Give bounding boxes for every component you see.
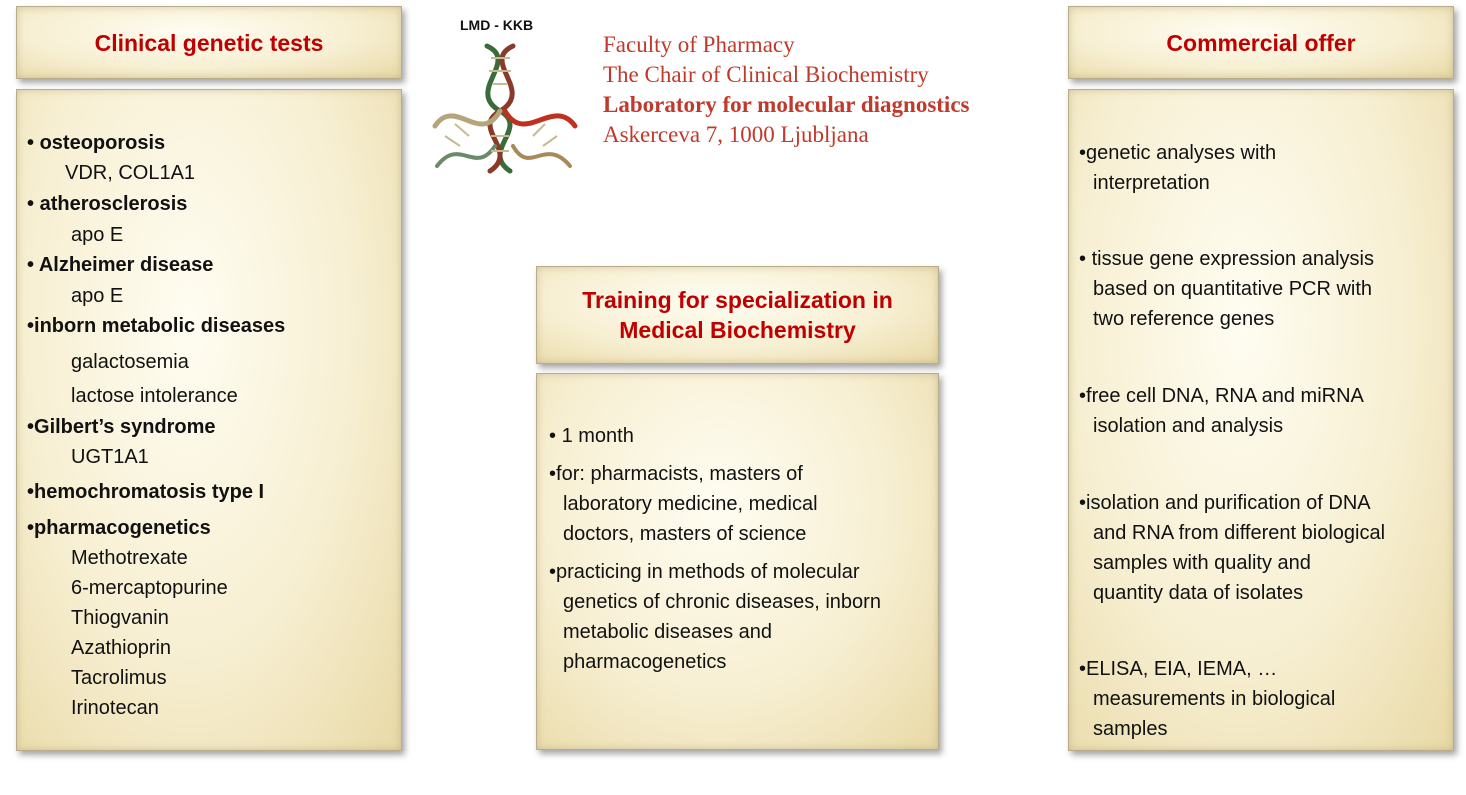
list-subitem: VDR, COL1A1 bbox=[65, 162, 196, 184]
list-item: • practicing in methods of molecular bbox=[549, 557, 860, 587]
list-subitem: Methotrexate bbox=[71, 547, 188, 569]
lab-abbreviation: LMD - KKB bbox=[460, 17, 534, 33]
list-subitem: apo E bbox=[71, 224, 124, 246]
list-item-cont: metabolic diseases and bbox=[563, 621, 773, 643]
list-item-cont: based on quantitative PCR with bbox=[1093, 278, 1373, 300]
list-item-cont: two reference genes bbox=[1093, 308, 1275, 330]
list-item-cont: laboratory medicine, medical bbox=[563, 493, 818, 515]
chair-name: The Chair of Clinical Biochemistry bbox=[603, 62, 929, 87]
clinical-tests-panel bbox=[16, 89, 402, 751]
list-subitem: 6-mercaptopurine bbox=[71, 577, 228, 599]
list-subitem: lactose intolerance bbox=[71, 385, 238, 407]
list-item: • genetic analyses with bbox=[1079, 138, 1276, 168]
faculty-name: Faculty of Pharmacy bbox=[603, 32, 795, 57]
list-item: • 1 month bbox=[549, 421, 634, 451]
list-subitem: UGT1A1 bbox=[71, 446, 149, 468]
list-item: • Gilbert’s syndrome bbox=[27, 412, 216, 442]
list-item: • for: pharmacists, masters of bbox=[549, 459, 803, 489]
list-item: • free cell DNA, RNA and miRNA bbox=[1079, 381, 1364, 411]
clinical-tests-title: Clinical genetic tests bbox=[94, 29, 324, 56]
list-item: • Alzheimer disease bbox=[27, 250, 213, 280]
list-item: • inborn metabolic diseases bbox=[27, 311, 285, 341]
training-panel bbox=[536, 373, 939, 750]
commercial-offer-header bbox=[1068, 6, 1454, 79]
address: Askerceva 7, 1000 Ljubljana bbox=[603, 122, 869, 147]
list-subitem: apo E bbox=[71, 285, 124, 307]
clinical-tests-header bbox=[16, 6, 402, 79]
list-item: • ELISA, EIA, IEMA, … bbox=[1079, 654, 1277, 684]
commercial-offer-panel bbox=[1068, 89, 1454, 751]
list-item-cont: samples with quality and bbox=[1093, 552, 1311, 574]
list-subitem: Thiogvanin bbox=[71, 607, 169, 629]
list-item-cont: genetics of chronic diseases, inborn bbox=[563, 591, 881, 613]
list-item-cont: isolation and analysis bbox=[1093, 415, 1284, 437]
list-subitem: Tacrolimus bbox=[71, 667, 167, 689]
list-item-cont: doctors, masters of science bbox=[563, 523, 807, 545]
training-title-line1: Training for specialization in bbox=[582, 287, 893, 313]
list-item: • tissue gene expression analysis bbox=[1079, 244, 1374, 274]
list-subitem: galactosemia bbox=[71, 351, 189, 373]
list-item-cont: and RNA from different biological bbox=[1093, 522, 1386, 544]
list-subitem: Azathioprin bbox=[71, 637, 172, 659]
dna-helix-icon bbox=[425, 36, 580, 176]
list-item: • isolation and purification of DNA bbox=[1079, 488, 1371, 518]
list-item-cont: samples bbox=[1093, 718, 1168, 740]
training-title-line2: Medical Biochemistry bbox=[619, 317, 856, 343]
list-item-cont: interpretation bbox=[1093, 172, 1210, 194]
list-item: • osteoporosis bbox=[27, 128, 165, 158]
training-header bbox=[536, 266, 939, 364]
list-item-cont: pharmacogenetics bbox=[563, 651, 727, 673]
list-item: • pharmacogenetics bbox=[27, 513, 211, 543]
list-item-cont: measurements in biological bbox=[1093, 688, 1336, 710]
commercial-offer-title: Commercial offer bbox=[1166, 29, 1356, 56]
institution-info bbox=[603, 30, 969, 150]
list-item: • hemochromatosis type I bbox=[27, 477, 264, 507]
list-subitem: Irinotecan bbox=[71, 697, 159, 719]
lab-name: Laboratory for molecular diagnostics bbox=[603, 92, 970, 117]
list-item-cont: quantity data of isolates bbox=[1093, 582, 1304, 604]
list-item: • atherosclerosis bbox=[27, 189, 187, 219]
